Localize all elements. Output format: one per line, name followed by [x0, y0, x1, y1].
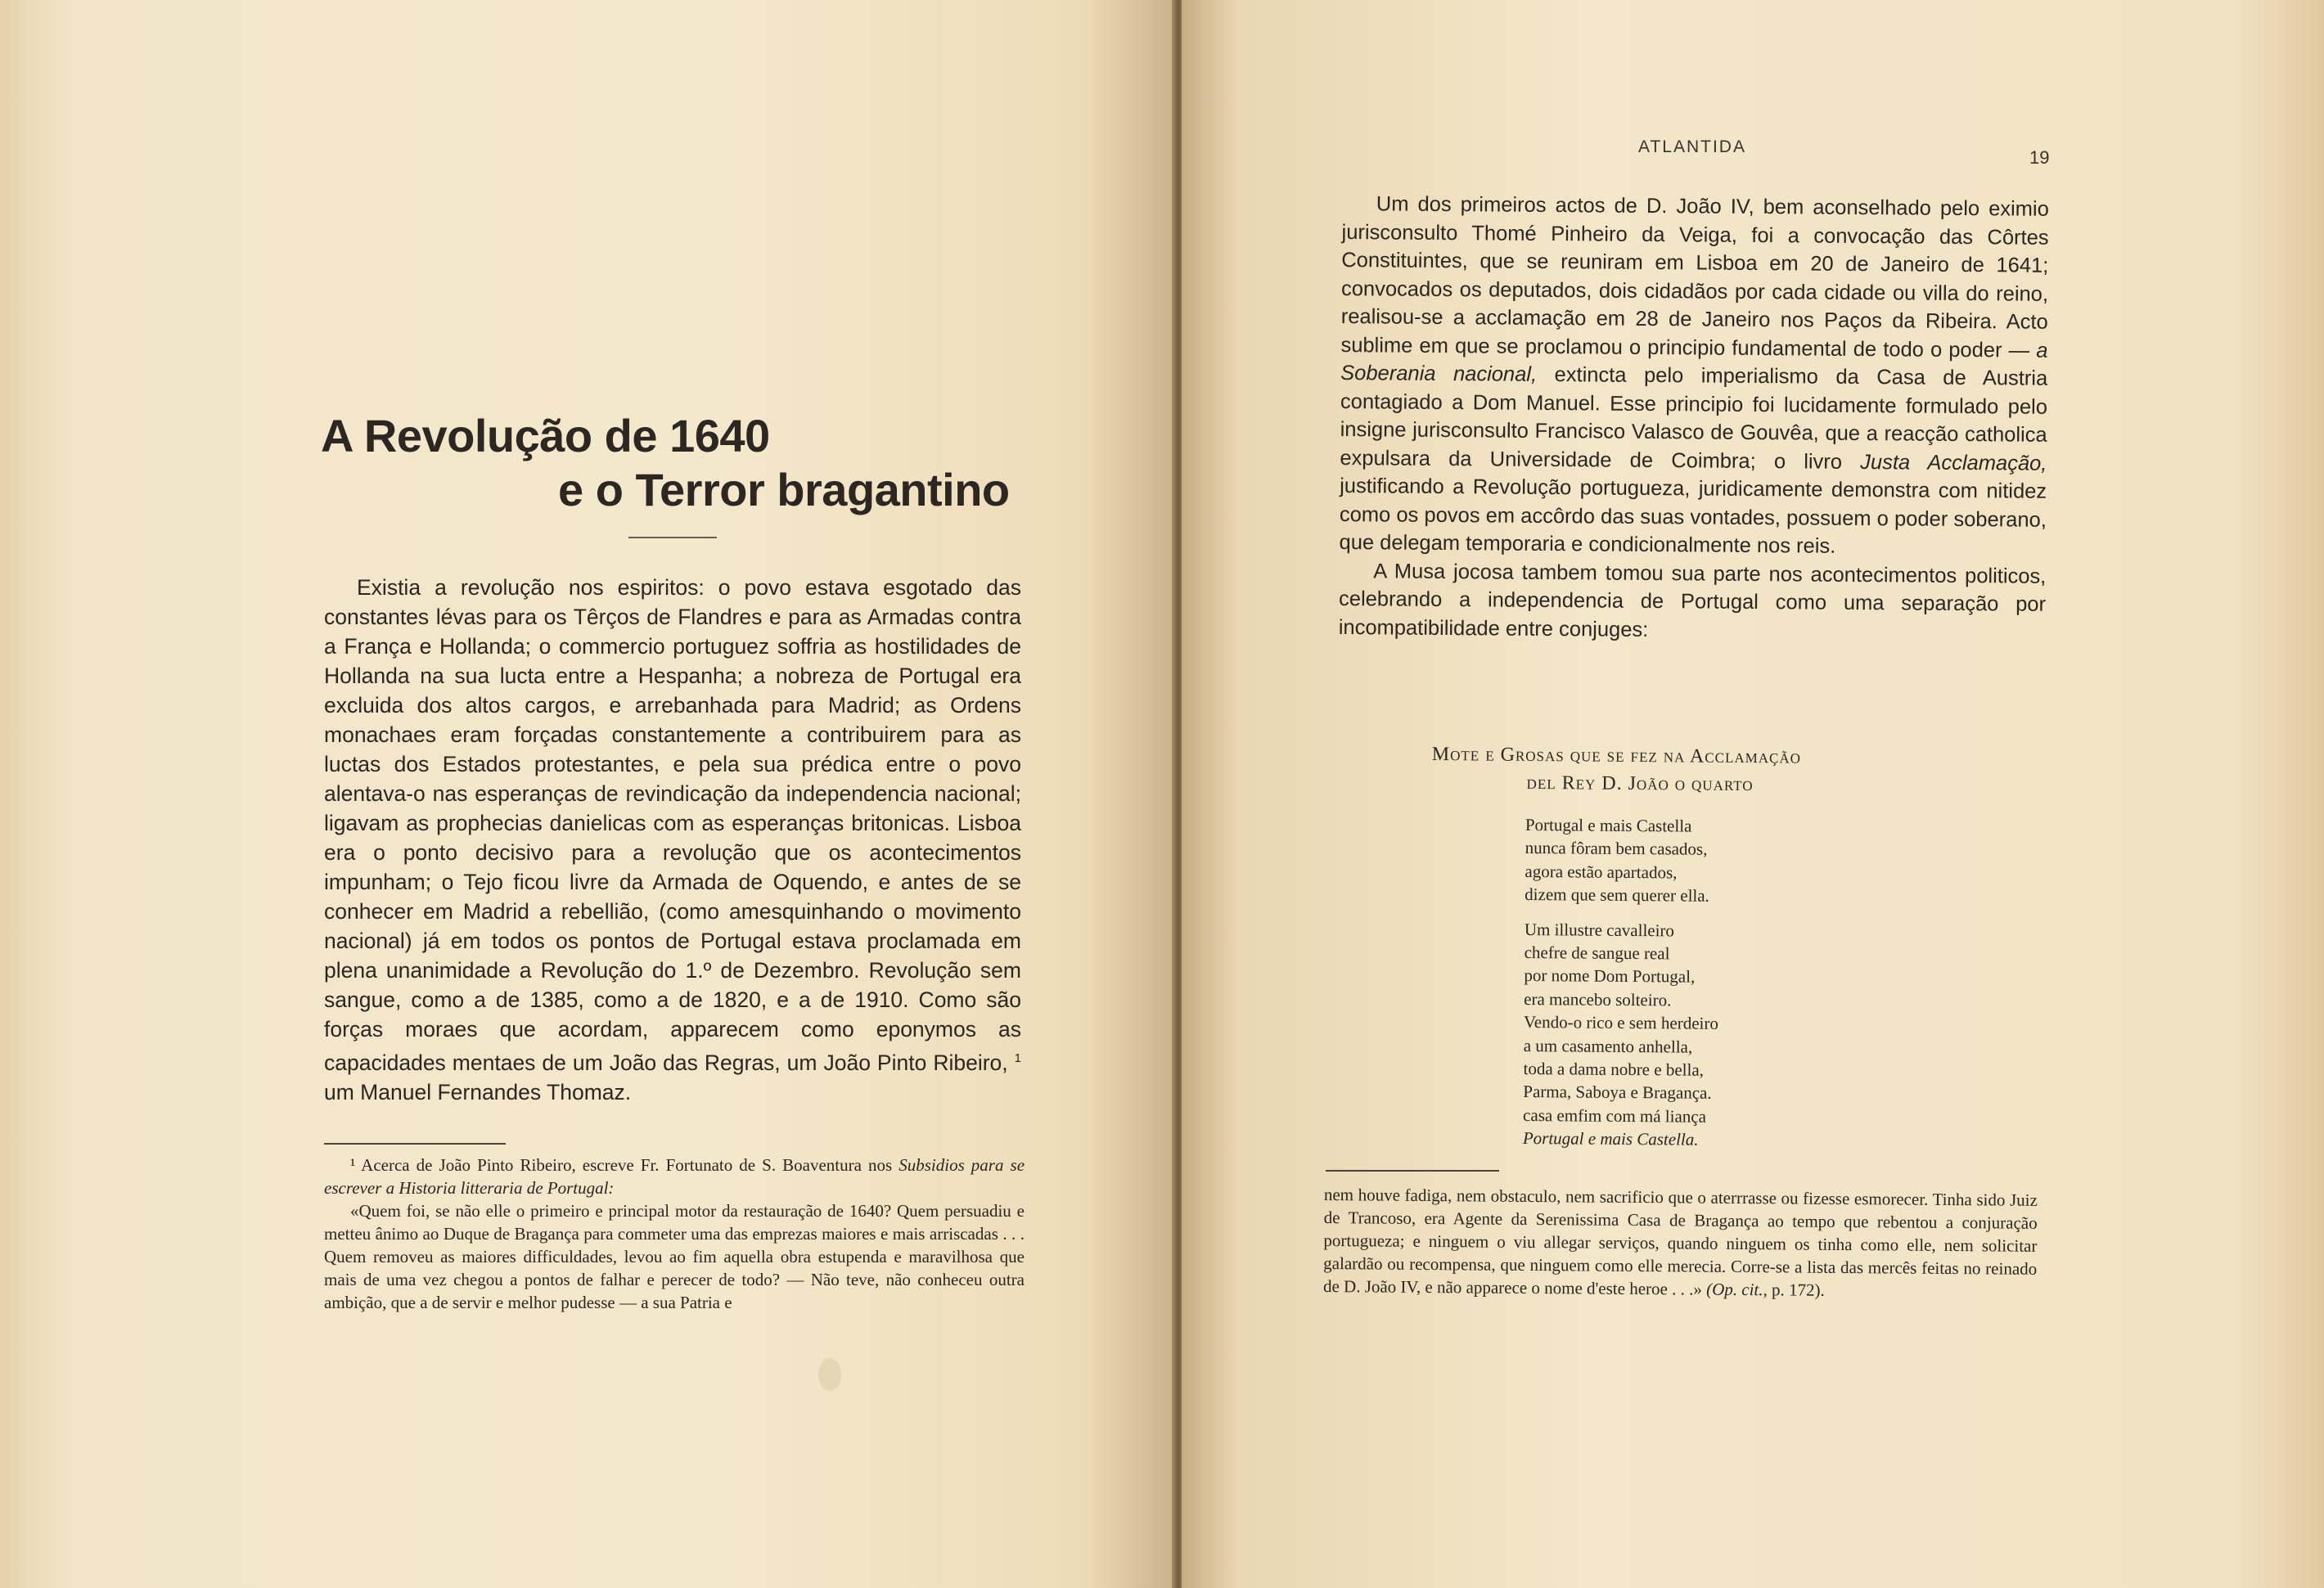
footnote-citation: (Op. cit., [1706, 1279, 1768, 1300]
right-footnote-text: nem houve fadiga, nem obstaculo, nem sacrificio que o aterrrasse ou fizesse esmorecer. Tinha sido Juiz de Trancoso, era Agente da Serenissima Casa de Bragança ao tempo que rebentou a conjuração portugueza; e ninguem o viu allegar serviços, quando ninguem os tinha como elle, nem solicitar galardão ou recompensa, que ninguem como elle merecia. Corre-se a lista das mercês feitas no reinado de D. João IV, e não apparece o nome d'este heroe . . .» [1322, 1184, 2038, 1299]
left-paragraph [324, 573, 1021, 1107]
right-footnote [1323, 1183, 2038, 1303]
chapter-title [321, 409, 1025, 517]
left-footnote [324, 1154, 1025, 1314]
footnote-text: ¹ Acerca de João Pinto Ribeiro, escreve Fr. Fortunato de S. Boaventura nos [350, 1155, 893, 1175]
footnote-citation-page: p. 172). [1771, 1280, 1825, 1300]
footnote-divider [324, 1143, 506, 1145]
italic-book-title: Justa Acclamação, [1860, 450, 2047, 475]
poem-line: Portugal e mais Castella [1525, 814, 1692, 836]
right-footnote-divider [1326, 1170, 1499, 1172]
right-paragraph-1 [1339, 190, 2048, 562]
poem-heading-line-2: del Rey D. João o quarto [1526, 772, 1754, 796]
poem-line: agora estão apartados, [1525, 861, 1678, 883]
poem-line: toda a dama nobre e bella, [1523, 1059, 1705, 1080]
left-paragraph-text: Existia a revolução nos espiritos: o povo estava esgotado das constantes lévas para os Têrços de Flandres e para as Armadas contra a França e Hollanda; o commercio portuguez soffria as hostilidades de Hollanda na sua lucta entre a Hespanha; a nobreza de Portugal era excluida dos altos cargos, e arrebanhada para Madrid; as Ordens monachaes eram forçadas constantemente a contribuirem para as luctas dos Estados protestantes, e pela sua prédica entre o povo alentava-o nas esperanças de revindicação da independencia nacional; ligavam as prophecias danielicas com as esperanças britonicas. Lisboa era o ponto decisivo para a revolução que os acontecimentos impunham; o Tejo ficou livre da Armada de Oquendo, e antes de se conhecer em Madrid a rebellião, (como amesquinhando o movimento nacional) já em todos os pontos de Portugal estava proclamada em plena unanimidade a Revolução do 1.º de Dezembro. Revolução sem sangue, como a de 1385, como a de 1820, e a de 1910. Como são forças moraes que acordam, apparecem como eponymos as capacidades mentaes de um João das Regras, um João Pinto Ribeiro, [324, 575, 1021, 1075]
poem-line: Parma, Saboya e Bragança. [1523, 1082, 1712, 1104]
poem [1523, 813, 1869, 1164]
poem-stanza-1 [1525, 813, 1869, 909]
poem-heading-line-1: Mote e Grosas que se fez na Acclamação [1431, 743, 1802, 768]
right-paragraph-1-text: Um dos primeiros actos de D. João IV, bem aconselhado pelo eximio jurisconsulto Thomé Pinheiro da Veiga, foi a convocação das Côrtes Constituintes, que se reuniram em Lisboa em 20 de Janeiro de 1641; convocados os deputados, dois cidadãos por cada cidade ou villa do reino, realisou-se a acclamação em 28 de Janeiro nos Paços da Ribeira. Acto sublime em que se proclamou o principio fundamental de todo o poder — [1340, 192, 2049, 362]
title-divider [628, 537, 717, 538]
poem-line: a um casamento anhella, [1523, 1035, 1693, 1057]
right-paragraph-2: A Musa jocosa tambem tomou sua parte nos acontecimentos politicos, celebrando a independencia de Portugal como uma separação por incompatibilidade entre conjuges: [1338, 559, 2047, 641]
poem-line-refrain: Portugal e mais Castella. [1522, 1128, 1699, 1149]
chapter-title-line-1: A Revolução de 1640 [321, 410, 770, 461]
footnote-reference[interactable]: 1 [1014, 1051, 1021, 1065]
poem-stanza-2 [1523, 918, 1868, 1153]
poem-line: casa emfim com má liança [1523, 1104, 1707, 1127]
poem-line: Um illustre cavalleiro [1524, 919, 1675, 941]
footnote-paragraph-2: «Quem foi, se não elle o primeiro e principal motor da restauração de 1640? Quem persuadiu e metteu ânimo ao Duque de Bragança para commeter uma das emprezas maiores e mais arriscadas . . . Quem removeu as maiores difficuldades, levou ao fim aquella obra estupenda e maravilhosa que mais de uma vez chegou a pontos de falhar e perecer de todo? — Não teve, não conheceu outra ambição, que a de servir e melhor pudesse — a sua Patria e [324, 1201, 1025, 1312]
running-head: ATLANTIDA [1638, 137, 1746, 156]
poem-line: nunca fôram bem casados, [1525, 838, 1708, 860]
poem-line: era mancebo solteiro. [1524, 988, 1672, 1010]
left-paragraph-end: um Manuel Fernandes Thomaz. [324, 1079, 632, 1104]
poem-line: dizem que sem querer ella. [1525, 884, 1709, 906]
poem-line: Vendo-o rico e sem herdeiro [1523, 1012, 1719, 1034]
italic-phrase-soberania: a Soberania nacional, [1340, 339, 2048, 386]
poem-line: chefre de sangue real [1524, 942, 1670, 964]
page-number: 19 [2029, 147, 2050, 168]
footnote-paragraph-1 [324, 1154, 1025, 1199]
paper-stain [818, 1358, 841, 1391]
poem-line: por nome Dom Portugal, [1524, 965, 1696, 987]
poem-heading [1431, 740, 2005, 800]
footnote-book-title: Subsidios para se escrever a Historia litteraria de Portugal: [324, 1155, 1025, 1198]
chapter-title-line-2: e o Terror bragantino [558, 464, 1010, 515]
right-paragraph-1-text-c: justificando a Revolução portugueza, juridicamente demonstra com nitidez como os povos em accôrdo das suas vontades, possuem o poder soberano, que delegam temporaria e condicionalmente nos reis. [1339, 474, 2047, 558]
left-body-text [324, 573, 1021, 1107]
right-paragraph-1-text-b: extincta pelo imperialismo da Casa de Austria contagiado a Dom Manuel. Esse principio foi lucidamente formulado pelo insigne jurisconsulto Francisco Valasco de Gouvêa, que a reacção catholica expulsara da Universidade de Coimbra; o livro [1340, 363, 2048, 474]
right-body-text [1339, 190, 2049, 647]
